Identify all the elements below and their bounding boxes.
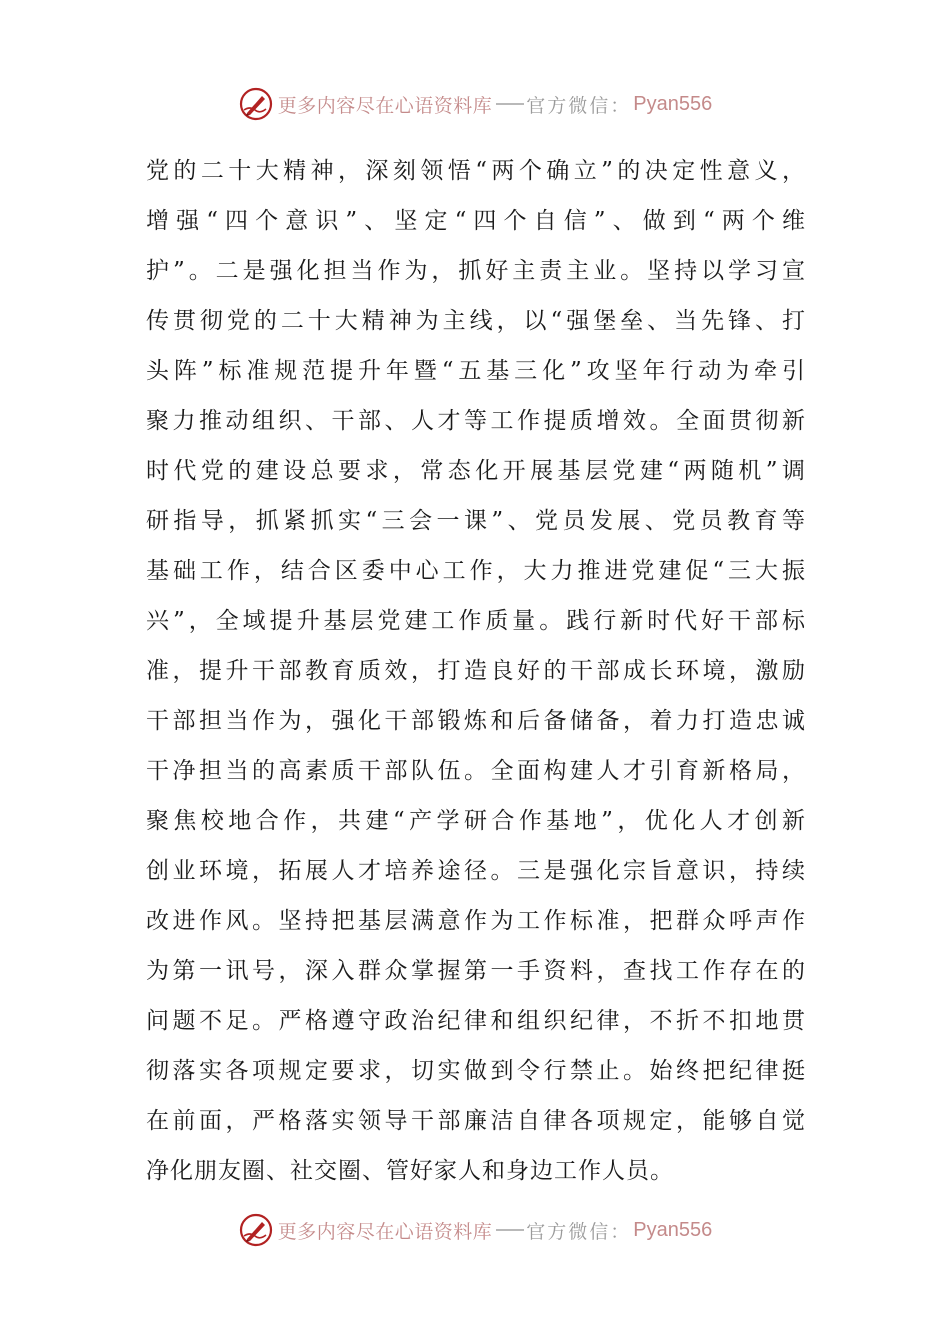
header-watermark-banner (0, 84, 950, 124)
pen-logo-icon (238, 1212, 274, 1248)
document-body (146, 146, 806, 1196)
text-line: 时代党的建设总要求，常态化开展基层党建“两随机”调 (146, 458, 806, 484)
text-line: 准，提升干部教育质效，打造良好的干部成长环境，激励 (146, 658, 806, 684)
text-line: 彻落实各项规定要求，切实做到令行禁止。始终把纪律挺 (146, 1058, 806, 1084)
text-line: 护”。二是强化担当作为，抓好主责主业。坚持以学习宣 (146, 258, 806, 284)
watermark-dash (496, 103, 524, 105)
watermark-wechat-label: 官方微信： (526, 1220, 632, 1243)
text-line: 聚焦校地合作，共建“产学研合作基地”，优化人才创新 (146, 808, 806, 834)
pen-logo-icon (238, 86, 274, 122)
watermark-slogan: 更多内容尽在心语资料库 (277, 1220, 493, 1243)
text-line: 干净担当的高素质干部队伍。全面构建人才引育新格局， (146, 758, 806, 784)
text-line: 在前面，严格落实领导干部廉洁自律各项规定，能够自觉 (146, 1108, 806, 1134)
footer-watermark-banner (0, 1210, 950, 1250)
text-line: 创业环境，拓展人才培养途径。三是强化宗旨意识，持续 (146, 858, 806, 884)
text-line: 聚力推动组织、干部、人才等工作提质增效。全面贯彻新 (146, 408, 806, 434)
text-line: 为第一讯号，深入群众掌握第一手资料，查找工作存在的 (146, 958, 806, 984)
text-line: 兴”，全域提升基层党建工作质量。践行新时代好干部标 (146, 608, 806, 634)
text-line: 问题不足。严格遵守政治纪律和组织纪律，不折不扣地贯 (146, 1008, 806, 1034)
text-line: 基础工作，结合区委中心工作，大力推进党建促“三大振 (146, 558, 806, 584)
watermark-wechat-id: Pyan556 (633, 1218, 713, 1241)
text-line: 头阵”标准规范提升年暨“五基三化”攻坚年行动为牵引 (146, 358, 806, 384)
watermark-slogan: 更多内容尽在心语资料库 (277, 94, 493, 117)
text-line: 改进作风。坚持把基层满意作为工作标准，把群众呼声作 (146, 908, 806, 934)
watermark-wechat-id: Pyan556 (633, 92, 713, 115)
text-line: 增强“四个意识”、坚定“四个自信”、做到“两个维 (146, 208, 806, 234)
text-line: 传贯彻党的二十大精神为主线，以“强堡垒、当先锋、打 (146, 308, 806, 334)
text-line: 研指导，抓紧抓实“三会一课”、党员发展、党员教育等 (146, 508, 806, 534)
watermark-dash (496, 1229, 524, 1231)
text-line: 净化朋友圈、社交圈、管好家人和身边工作人员。 (146, 1158, 674, 1184)
text-line: 干部担当作为，强化干部锻炼和后备储备，着力打造忠诚 (146, 708, 806, 734)
text-line: 党的二十大精神，深刻领悟“两个确立”的决定性意义， (146, 158, 806, 184)
watermark-wechat-label: 官方微信： (526, 94, 632, 117)
